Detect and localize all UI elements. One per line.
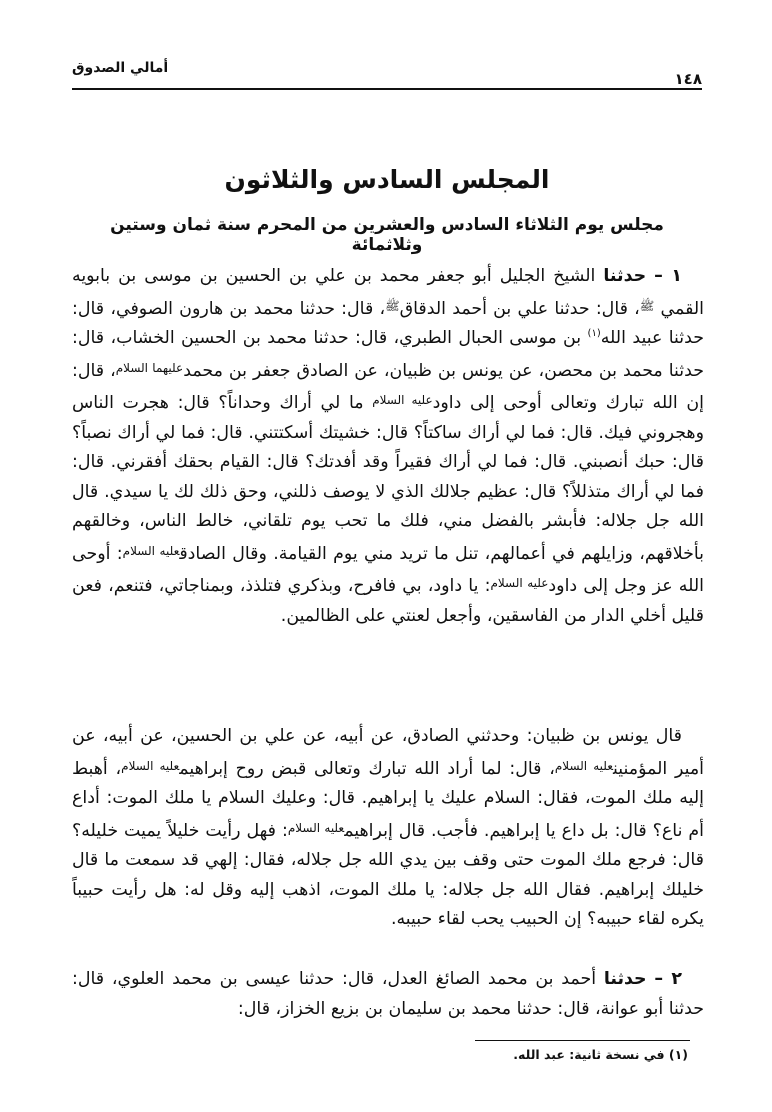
hadith-number: ٢ – [654, 969, 683, 989]
honorific-icon: ﷺ [385, 298, 400, 313]
hadith-lead-word: حدثنا [603, 969, 647, 989]
chapter-subtitle: مجلس يوم الثلاثاء السادس والعشرين من المحرم سنة ثمان وستين وثلاثمائة [110, 215, 664, 255]
page-header [72, 60, 702, 88]
hadith-text: ، قال: حدثنا محمد بن هارون الصوفي، قال: حدثنا عبيد الله [72, 298, 704, 348]
hadith-text: بن موسى الحبال الطبري، قال: حدثنا محمد بن الحسين الخشاب، قال: حدثنا محمد بن محصن، عن يونس بن ظبيان، عن الصادق جعفر بن محمد [72, 328, 705, 381]
hadith-1-paragraph [72, 262, 704, 631]
hadith-text: ما لي أراك وحداناً؟ قال: هجرت الناس وهجروني فيك. قال: فما لي أراك ساكتاً؟ قال: خشيتك أسكتتني. قال: فما لي أراك نصباً؟ قال: حبك أنصبني. قال: فما لي أراك فقيراً وقد أفدتك؟ قال: القيام بحقك أفقرني. قال: فما لي أراك متذللاً؟ قال: عظيم جلالك الذي لا يوصف ذللني، وحق ذلك لك يا سيدي. قال الله جل جلاله: فأبشر بالفضل مني، فلك ما تحب يوم تلقاني، خالط الناس، وخالقهم بأخلاقهم، وزايلهم في أعمالهم، تنل ما تريد مني يوم القيامة. وقال الصادق [72, 393, 704, 564]
running-title: أمالي الصدوق [72, 60, 169, 76]
footnote-1: (١) في نسخة ثانية: عبد الله. [513, 1047, 688, 1062]
honorific-icon: عليه السلام [490, 576, 549, 590]
honorific-icon: عليه السلام [372, 393, 433, 407]
header-rule [72, 88, 702, 90]
hadith-text: : يا داود، بي فافرح، وبذكري فتلذذ، وبمناجاتي، فتنعم، فعن قليل أخلي الدار من الفاسقين، وأجعل لعنتي على الظالمين. [72, 576, 704, 626]
hadith-number: ١ – [654, 266, 683, 286]
honorific-icon: عليه السلام [554, 758, 614, 773]
hadith-text: ، قال: إن الله تبارك وتعالى أوحى إلى داود [72, 360, 705, 413]
page-number: ١٤٨ [674, 70, 702, 88]
footnote-ref[interactable]: (١) [587, 328, 601, 340]
hadith-text: : أوحى الله عز وجل إلى داود [72, 543, 704, 596]
hadith-2-paragraph [72, 965, 704, 1024]
hadith-text: ، قال: حدثنا علي بن أحمد الدقاق [399, 298, 640, 319]
honorific-icon: عليه السلام [122, 543, 180, 558]
hadith-text: قال يونس بن ظبيان: وحدثني الصادق، عن أبيه، عن علي بن الحسين، عن أبيه، عن أمير المؤمنين [72, 726, 704, 779]
footnote-rule [475, 1040, 690, 1041]
hadith-lead-word: حدثنا [603, 266, 647, 286]
hadith-text: : فهل رأيت خليلاً يميت خليله؟ قال: فرجع ملك الموت حتى وقف بين يدي الله جل جلاله، فقال: إلهي قد سمعت ما قال خليلك إبراهيم. فقال الله جل جلاله: يا ملك الموت، اذهب إليه وقل له: هل رأيت حبيباً يكره لقاء حبيبه؟ إن الحبيب يحب لقاء حبيبه. [72, 820, 704, 929]
hadith-text: ، أهبط إليه ملك الموت، فقال: السلام عليك يا إبراهيم. قال: وعليك السلام يا ملك الموت: أداع أم ناع؟ قال: بل داع يا إبراهيم. فأجب. قال إبراهيم [72, 758, 704, 841]
honorific-icon: عليه السلام [287, 820, 345, 835]
honorific-icon: ﷺ [639, 298, 655, 313]
hadith-text: ، قال: لما أراد الله تبارك وتعالى قبض روح إبراهيم [179, 758, 555, 779]
honorific-icon: عليه السلام [121, 758, 180, 773]
honorific-icon: عليهما السلام [115, 360, 184, 375]
hadith-text: أحمد بن محمد الصائغ العدل، قال: حدثنا عيسى بن محمد العلوي، قال: حدثنا أبو عوانة، قال: حدثنا محمد بن سليمان بن بزيع الخزاز، قال: [72, 969, 704, 1019]
hadith-text: الشيخ الجليل أبو جعفر محمد بن علي بن الحسين بن موسى بن بابويه القمي [72, 266, 704, 319]
chapter-title: المجلس السادس والثلاثون [224, 165, 550, 194]
continuation-paragraph [72, 722, 704, 935]
